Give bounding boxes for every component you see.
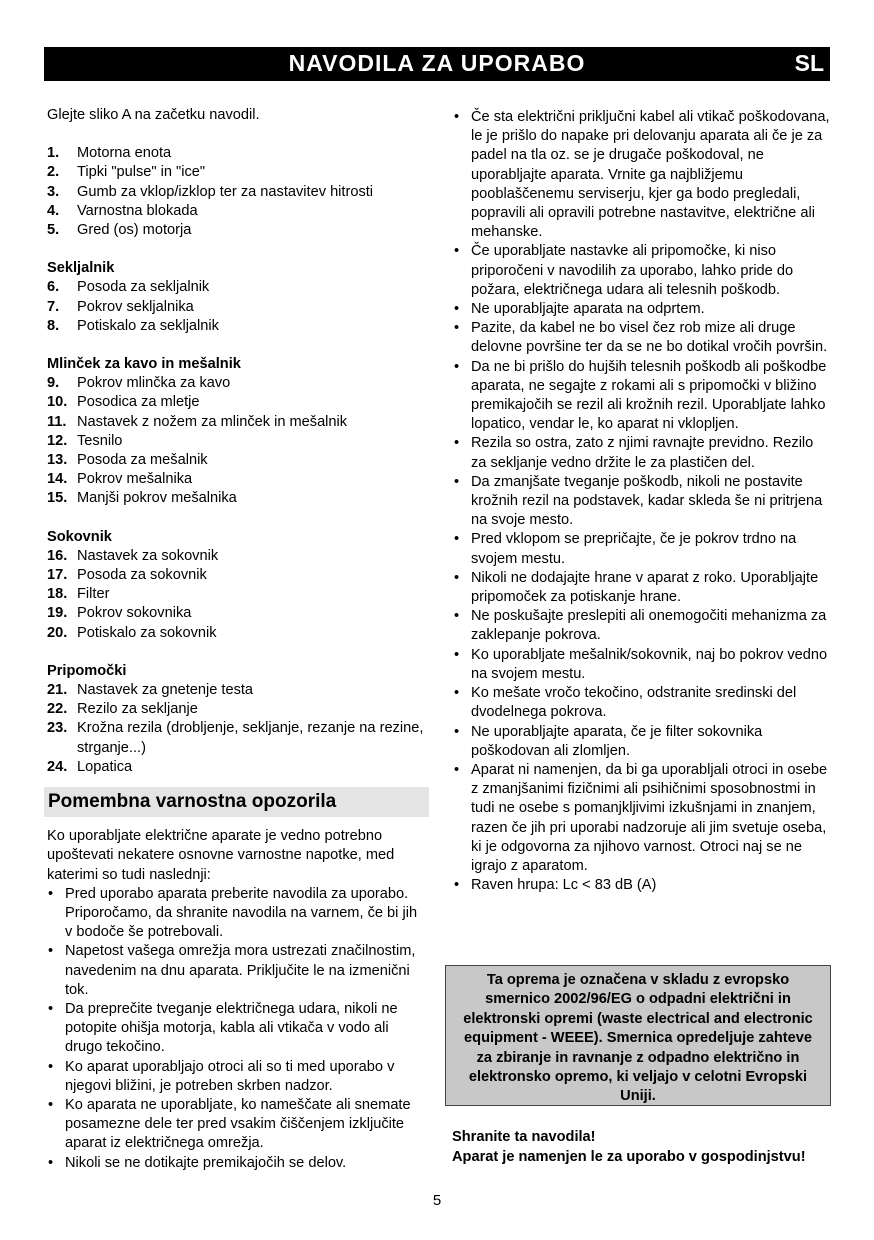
item-label: Tipki "pulse" in "ice" bbox=[77, 164, 206, 181]
item-label: Rezilo za sekljanje bbox=[77, 701, 198, 718]
safety-bullet: • Napetost vašega omrežja mora ustrezati značilnostim, navedenim na dnu aparata. Priključite le na izmenični tok. bbox=[47, 942, 427, 1000]
safety-bullet: • Rezila so ostra, zato z njimi ravnajte previdno. Rezilo za sekljanje vedno držite le za plastičen del. bbox=[453, 434, 831, 472]
safety-bullet: • Pred vklopom se prepričajte, če je pokrov trdno na svojem mestu. bbox=[453, 530, 831, 568]
item-label: Pokrov mlinčka za kavo bbox=[77, 375, 231, 392]
list-item bbox=[47, 489, 427, 508]
item-label: Gred (os) motorja bbox=[77, 222, 192, 239]
parts-list bbox=[47, 125, 427, 777]
item-number: 24. bbox=[47, 758, 68, 775]
weee-notice: Ta oprema je označena v skladu z evropsko smernico 2002/96/EG o odpadni električni in elektronski opremi (waste electrical and electronic equipment - WEEE). Smernica opredeljuje zahteve za zbiranje in ravnanje z odpadno električno in elektronsko opremo, ki veljajo v celotni Evropski Uniji. bbox=[445, 965, 831, 1106]
footer-note bbox=[452, 1128, 806, 1167]
item-number: 19. bbox=[47, 605, 68, 622]
item-number: 7. bbox=[47, 298, 60, 315]
item-label: Potiskalo za sokovnik bbox=[77, 624, 217, 641]
item-number: 21. bbox=[47, 682, 68, 699]
item-label: Tesnilo bbox=[77, 432, 123, 449]
list-item bbox=[47, 298, 427, 317]
list-item bbox=[47, 547, 427, 566]
item-label: Lopatica bbox=[77, 758, 133, 775]
safety-bullet: • Nikoli ne dodajajte hrane v aparat z roko. Uporabljajte pripomoček za potiskanje hrane. bbox=[453, 569, 831, 607]
list-item bbox=[47, 317, 427, 336]
page-number: 5 bbox=[432, 1192, 442, 1209]
item-number: 23. bbox=[47, 720, 68, 737]
list-item bbox=[47, 758, 427, 777]
list-item bbox=[47, 700, 427, 719]
safety-intro: Ko uporabljate električne aparate je vedno potrebno upoštevati nekatere osnovne varnostne napotke, med katerimi so tudi naslednji: bbox=[47, 828, 395, 883]
item-number: 8. bbox=[47, 317, 60, 334]
item-number: 2. bbox=[47, 164, 60, 181]
item-number: 22. bbox=[47, 701, 68, 718]
item-number: 10. bbox=[47, 394, 68, 411]
safety-bullet: • Da ne bi prišlo do hujših telesnih poškodb ali poškodbe aparata, ne segajte z rokami ali s pripomočki v bližino premikajočih se rezil ali krožnih rezil. Uporabljate lahko lopatico, vendar le, ko aparat ni vklopljen. bbox=[453, 358, 831, 435]
page-header bbox=[44, 47, 830, 81]
item-label: Potiskalo za sekljalnik bbox=[77, 317, 219, 334]
list-item bbox=[47, 374, 427, 393]
safety-bullet: • Nikoli se ne dotikajte premikajočih se delov. bbox=[47, 1154, 427, 1173]
item-number: 20. bbox=[47, 624, 68, 641]
list-item bbox=[47, 163, 427, 182]
safety-bullet: • Ne uporabljajte aparata na odprtem. bbox=[453, 300, 831, 319]
item-number: 4. bbox=[47, 202, 60, 219]
item-number: 17. bbox=[47, 567, 68, 584]
list-item bbox=[47, 585, 427, 604]
safety-bullet: • Če sta električni priključni kabel ali vtikač poškodovana, le je prišlo do napake pri delovanju aparata ali če je za padel na tla oz. se je drugače poškodoval, ne uporabljajte aparata. Vrnite ga najbližjemu pooblaščenemu serviserju, kjer ga bodo pregledali, popravili ali opravili potrebne nastavitve, električne ali mehanske. bbox=[453, 108, 831, 242]
right-column bbox=[453, 108, 831, 895]
list-item bbox=[47, 393, 427, 412]
safety-bullet: • Raven hrupa: Lc < 83 dB (A) bbox=[453, 876, 831, 895]
item-label: Posodica za mletje bbox=[77, 394, 200, 411]
list-item bbox=[47, 604, 427, 623]
item-label: Filter bbox=[77, 586, 110, 603]
item-number: 14. bbox=[47, 471, 68, 488]
list-item bbox=[47, 470, 427, 489]
group-title: Sokovnik bbox=[47, 528, 112, 545]
item-number: 16. bbox=[47, 547, 68, 564]
language-code: SL bbox=[794, 50, 824, 76]
group-title: Pripomočki bbox=[47, 662, 127, 679]
safety-bullet: • Če uporabljate nastavke ali pripomočke, ki niso priporočeni v navodilih za uporabo, lahko pride do požara, električnega udara ali telesnih poškodb. bbox=[453, 242, 831, 300]
list-item bbox=[47, 624, 427, 643]
safety-bullet: • Ne poskušajte preslepiti ali onemogočiti mehanizma za zaklepanje pokrova. bbox=[453, 607, 831, 645]
safety-bullet: • Da preprečite tveganje električnega udara, nikoli ne potopite ohišja motorja, kabla ali vtikača v vodo ali drugo tekočino. bbox=[47, 1000, 427, 1058]
list-item bbox=[47, 451, 427, 470]
list-item bbox=[47, 144, 427, 163]
list-item bbox=[47, 432, 427, 451]
safety-bullet: • Ko uporabljate mešalnik/sokovnik, naj bo pokrov vedno na svojem mestu. bbox=[453, 646, 831, 684]
safety-bullet: • Pazite, da kabel ne bo visel čez rob mize ali druge delovne površine ter da se ne bo dotikal vročih površin. bbox=[453, 319, 831, 357]
left-column bbox=[47, 106, 427, 1173]
item-label: Motorna enota bbox=[77, 145, 172, 162]
list-item bbox=[47, 202, 427, 221]
item-number: 11. bbox=[47, 413, 67, 430]
safety-bullet: • Pred uporabo aparata preberite navodila za uporabo. Priporočamo, da shranite navodila na varnem, če bi jih v bodoče še potrebovali. bbox=[47, 885, 427, 943]
item-number: 15. bbox=[47, 490, 68, 507]
item-label: Pokrov sekljalnika bbox=[77, 298, 194, 315]
group-title: Mlinček za kavo in mešalnik bbox=[47, 356, 241, 373]
safety-bullet: • Da zmanjšate tveganje poškodb, nikoli ne postavite krožnih rezil na podstavek, kadar skleda še ni pritrjena na svoje mesto. bbox=[453, 473, 831, 531]
item-number: 1. bbox=[47, 145, 60, 162]
item-number: 13. bbox=[47, 452, 68, 469]
safety-list-left bbox=[47, 885, 427, 1173]
item-label: Nastavek z nožem za mlinček in mešalnik bbox=[77, 413, 348, 430]
list-item bbox=[47, 183, 427, 202]
item-number: 5. bbox=[47, 222, 60, 239]
safety-bullet: • Ko aparat uporabljajo otroci ali so ti med uporabo v njegovi bližini, je potreben skrben nadzor. bbox=[47, 1058, 427, 1096]
item-label: Posoda za mešalnik bbox=[77, 452, 208, 469]
footer-line-2: Aparat je namenjen le za uporabo v gospodinjstvu! bbox=[452, 1148, 806, 1165]
list-item bbox=[47, 413, 427, 432]
item-label: Posoda za sokovnik bbox=[77, 567, 207, 584]
item-label: Nastavek za sokovnik bbox=[77, 547, 219, 564]
safety-heading: Pomembna varnostna opozorila bbox=[44, 787, 429, 817]
safety-bullet: • Aparat ni namenjen, da bi ga uporabljali otroci in osebe z zmanjšanimi fizičnimi ali psihičnimi sposobnostmi in tudi ne osebe s pomanjkljivimi izkušnjami in znanjem, razen če jih pri uporabi nadzoruje ali jim svetuje oseba, ki je odgovorna za njihovo varnost. Otroci naj se ne igrajo z aparatom. bbox=[453, 761, 831, 876]
item-number: 3. bbox=[47, 183, 60, 200]
intro-text: Glejte sliko A na začetku navodil. bbox=[47, 107, 260, 123]
safety-list-right bbox=[453, 108, 831, 895]
safety-bullet: • Ne uporabljajte aparata, če je filter sokovnika poškodovan ali zlomljen. bbox=[453, 723, 831, 761]
page-title: NAVODILA ZA UPORABO bbox=[288, 50, 586, 76]
item-label: Varnostna blokada bbox=[77, 202, 198, 219]
item-label: Manjši pokrov mešalnika bbox=[77, 490, 237, 507]
item-number: 6. bbox=[47, 279, 60, 296]
item-label: Pokrov mešalnika bbox=[77, 471, 193, 488]
item-label: Krožna rezila (drobljenje, sekljanje, rezanje na rezine, strganje...) bbox=[77, 720, 424, 756]
footer-line-1: Shranite ta navodila! bbox=[452, 1129, 596, 1145]
safety-bullet: • Ko mešate vročo tekočino, odstranite sredinski del dvodelnega pokrova. bbox=[453, 684, 831, 722]
list-item bbox=[47, 719, 427, 757]
group-title: Sekljalnik bbox=[47, 260, 115, 277]
item-label: Gumb za vklop/izklop ter za nastavitev hitrosti bbox=[77, 183, 374, 200]
item-number: 12. bbox=[47, 432, 68, 449]
safety-bullet: • Ko aparata ne uporabljate, ko nameščate ali snemate posamezne dele ter pred vsakim čiščenjem izključite aparat iz električnega omrežja. bbox=[47, 1096, 427, 1154]
item-label: Pokrov sokovnika bbox=[77, 605, 192, 622]
list-item bbox=[47, 221, 427, 240]
item-label: Nastavek za gnetenje testa bbox=[77, 682, 254, 699]
list-item bbox=[47, 278, 427, 297]
item-number: 9. bbox=[47, 375, 60, 392]
list-item bbox=[47, 681, 427, 700]
item-number: 18. bbox=[47, 586, 68, 603]
item-label: Posoda za sekljalnik bbox=[77, 279, 210, 296]
list-item bbox=[47, 566, 427, 585]
